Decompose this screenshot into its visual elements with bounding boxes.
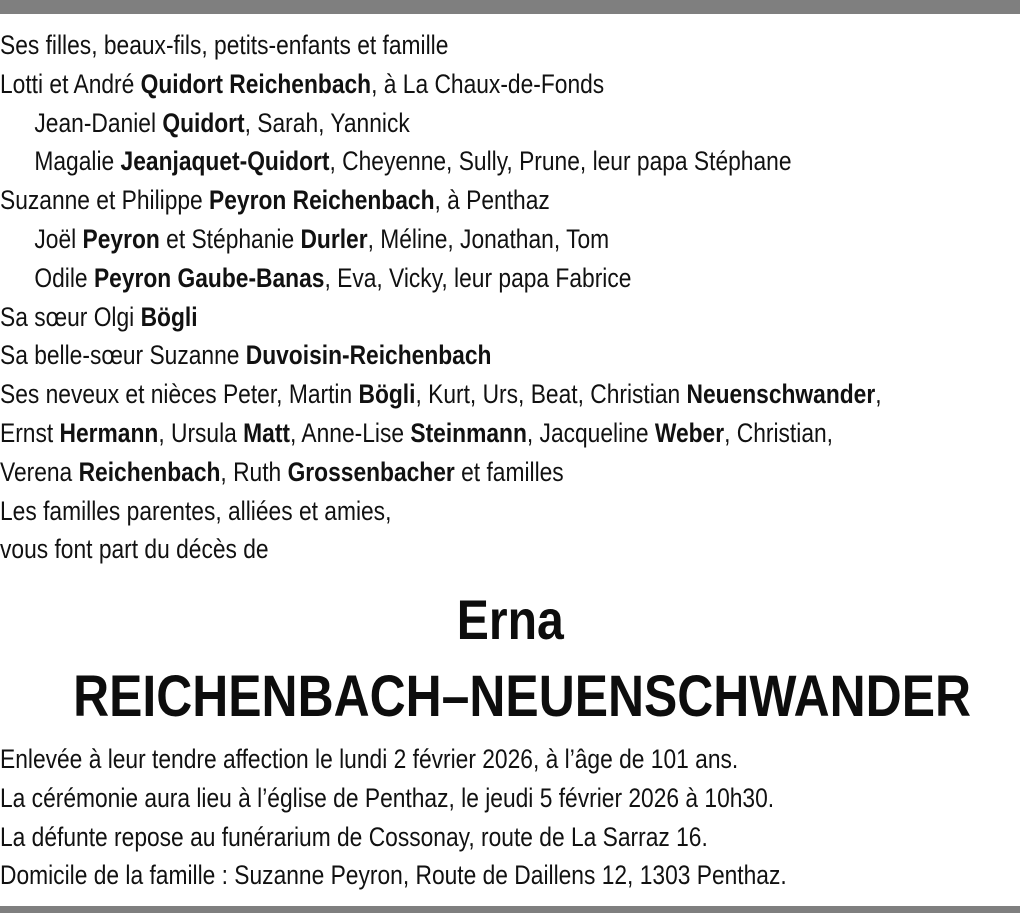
announcement-text: et familles xyxy=(454,456,564,487)
announcement-text: Sa belle-sœur Suzanne xyxy=(0,340,246,371)
detail-line: Domicile de la famille : Suzanne Peyron, Route de Daillens 12, 1303 Penthaz. xyxy=(0,860,787,891)
family-name: Bögli xyxy=(358,379,416,410)
family-name: Matt xyxy=(243,417,291,448)
announcement-line xyxy=(0,414,877,453)
announcement-text: Odile xyxy=(34,262,94,293)
family-name: Peyron Reichenbach xyxy=(209,185,435,216)
announcement-text: , Ruth xyxy=(220,456,288,487)
family-name: Bögli xyxy=(140,301,198,332)
announcement-text: vous font part du décès de xyxy=(0,534,269,565)
announcement-text: Jean-Daniel xyxy=(34,107,163,138)
announcement-line xyxy=(0,259,877,298)
announcement-text: , Jacqueline xyxy=(526,417,655,448)
family-announcement xyxy=(0,26,882,569)
family-name: Jeanjaquet-Quidort xyxy=(120,146,330,177)
announcement-line xyxy=(0,26,877,65)
family-name: Steinmann xyxy=(410,417,527,448)
announcement-text: et Stéphanie xyxy=(159,223,301,254)
family-name: Neuenschwander xyxy=(686,379,876,410)
announcement-text: , Kurt, Urs, Beat, Christian xyxy=(415,379,687,410)
announcement-text: Suzanne et Philippe xyxy=(0,185,210,216)
announcement-line xyxy=(0,530,877,569)
announcement-text: Magalie xyxy=(34,146,121,177)
announcement-line xyxy=(0,181,877,220)
family-name: Peyron Gaube-Banas xyxy=(93,262,325,293)
announcement-line xyxy=(0,65,877,104)
detail-line: Enlevée à leur tendre affection le lundi 2 février 2026, à l’âge de 101 ans. xyxy=(0,744,739,774)
announcement-text: Ses neveux et nièces Peter, Martin xyxy=(0,379,359,410)
family-name: Quidort Reichenbach xyxy=(140,68,372,99)
announcement-line xyxy=(0,336,877,375)
announcement-text: , Anne-Lise xyxy=(290,417,411,448)
announcement-text: , Christian, xyxy=(724,417,834,448)
announcement-text: , Ursula xyxy=(158,417,244,448)
announcement-text: Ses filles, beaux-fils, petits-enfants et famille xyxy=(0,30,449,60)
deceased-full-name-text: REICHENBACH–NEUENSCHWANDER xyxy=(73,664,972,729)
family-name: Grossenbacher xyxy=(287,456,455,487)
family-name: Duvoisin-Reichenbach xyxy=(245,340,492,371)
detail-line: La cérémonie aura lieu à l’église de Penthaz, le jeudi 5 février 2026 à 10h30. xyxy=(0,782,775,813)
announcement-line xyxy=(0,142,877,181)
detail-line: La défunte repose au funérarium de Cossonay, route de La Sarraz 16. xyxy=(0,821,708,852)
announcement-line xyxy=(0,453,877,492)
family-name: Weber xyxy=(654,417,725,448)
announcement-text: Lotti et André xyxy=(0,68,141,99)
announcement-text: , Eva, Vicky, leur papa Fabrice xyxy=(324,262,632,293)
bottom-rule xyxy=(0,906,1020,913)
family-name: Reichenbach xyxy=(78,456,221,487)
announcement-text: Ernst xyxy=(0,417,60,448)
deceased-first-name-text: Erna xyxy=(456,588,564,651)
announcement-text: , à La Chaux-de-Fonds xyxy=(371,68,605,99)
family-name: Hermann xyxy=(59,417,159,448)
announcement-text: , Cheyenne, Sully, Prune, leur papa Stéphane xyxy=(329,146,792,177)
announcement-text: Sa sœur Olgi xyxy=(0,301,141,332)
announcement-text: , Sarah, Yannick xyxy=(244,107,410,138)
announcement-line xyxy=(0,492,877,531)
announcement-text: , à Penthaz xyxy=(434,185,550,216)
family-name: Quidort xyxy=(162,107,245,138)
announcement-line xyxy=(0,298,877,337)
deceased-first-name xyxy=(0,588,1020,652)
announcement-line xyxy=(0,220,877,259)
announcement-text: Les familles parentes, alliées et amies, xyxy=(0,495,392,526)
announcement-line xyxy=(0,104,877,143)
announcement-text: Verena xyxy=(0,456,79,487)
family-name: Durler xyxy=(300,223,368,254)
announcement-text: , xyxy=(875,379,882,410)
family-name: Peyron xyxy=(82,223,160,254)
announcement-text: , Méline, Jonathan, Tom xyxy=(367,223,610,254)
announcement-text: Joël xyxy=(34,223,83,254)
announcement-line xyxy=(0,375,882,414)
top-rule xyxy=(0,0,1020,14)
funeral-details xyxy=(0,740,877,895)
deceased-full-name xyxy=(0,662,1020,732)
